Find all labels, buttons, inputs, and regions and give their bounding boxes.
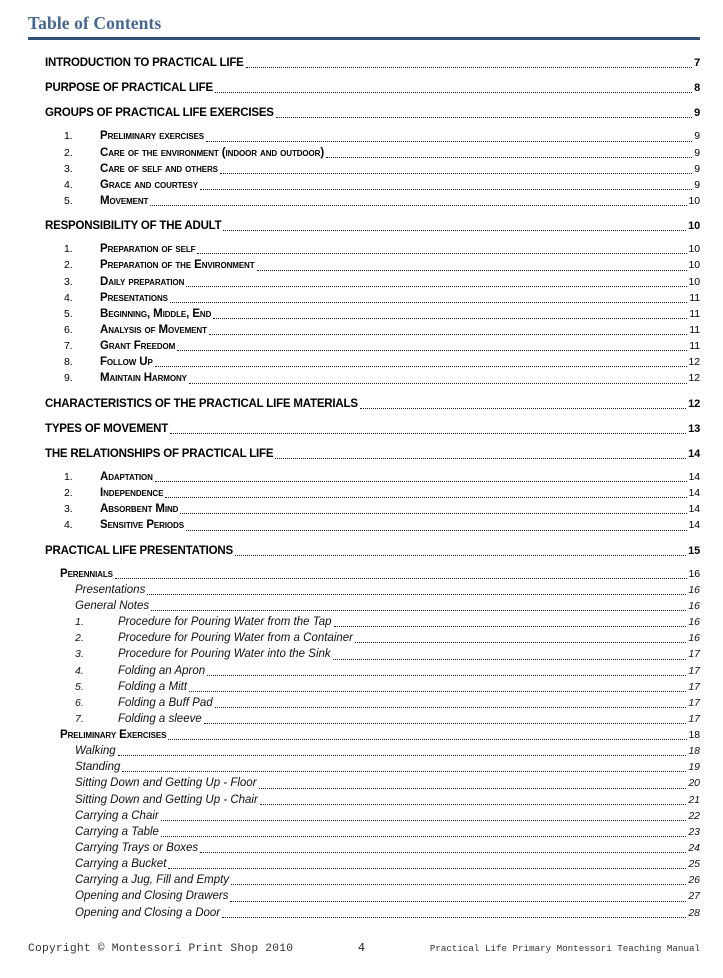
dot-leader	[159, 824, 688, 840]
toc-entry-label: Carrying a Bucket	[75, 858, 167, 871]
toc-entry-page: 10	[688, 243, 700, 256]
toc-entry-number: 1.	[64, 130, 73, 143]
dot-leader	[148, 193, 688, 209]
toc-entry-label: Carrying a Chair	[75, 809, 159, 822]
toc-entry-number: 4.	[75, 664, 84, 677]
dot-leader	[166, 856, 688, 872]
dot-leader	[332, 614, 689, 630]
toc-entry[interactable]	[28, 370, 700, 386]
toc-entry-page: 23	[688, 825, 700, 838]
dot-leader	[228, 888, 688, 904]
toc-entry-label: TYPES OF MOVEMENT	[45, 422, 169, 435]
toc-entry-number: 6.	[75, 696, 84, 709]
toc-entry-label: Walking	[75, 745, 116, 758]
toc-entry[interactable]	[28, 177, 700, 193]
dot-leader	[175, 338, 689, 354]
toc-entry[interactable]	[28, 446, 700, 462]
toc-entry-number: 5.	[64, 307, 73, 320]
toc-entry-page: 18	[688, 729, 700, 742]
toc-entry-label: Presentations	[75, 583, 146, 596]
toc-entry-page: 12	[688, 356, 700, 369]
toc-entry-label: Movement	[100, 194, 149, 207]
toc-entry[interactable]	[28, 354, 700, 370]
toc-entry[interactable]	[28, 679, 700, 695]
toc-entry-label: Sensitive Periods	[100, 519, 184, 532]
dot-leader	[187, 679, 688, 695]
toc-entry-label: Grant Freedom	[100, 340, 176, 353]
dot-leader	[244, 55, 694, 71]
toc-entry-label: Perennials	[60, 567, 113, 580]
toc-entry[interactable]	[28, 469, 700, 485]
toc-entry[interactable]	[28, 695, 700, 711]
toc-entry[interactable]	[28, 663, 700, 679]
toc-entry-number: 2.	[64, 259, 73, 272]
footer-page-number: 4	[357, 941, 366, 955]
toc-entry-page: 17	[688, 712, 700, 725]
toc-entry-label: Grace and courtesy	[100, 178, 198, 191]
dot-leader	[213, 80, 694, 96]
toc-entry-label: GROUPS OF PRACTICAL LIFE EXERCISES	[45, 107, 274, 120]
toc-entry[interactable]	[28, 759, 700, 775]
footer-manual-title: Practical Life Primary Montessori Teaching Manual	[429, 943, 700, 954]
toc-entry[interactable]	[28, 872, 700, 888]
toc-entry[interactable]	[28, 55, 700, 71]
toc-entry-page: 17	[688, 664, 700, 677]
toc-entry-label: Procedure for Pouring Water from a Container	[118, 632, 354, 645]
toc-entry-number: 7.	[75, 712, 84, 725]
toc-entry-label: Opening and Closing Drawers	[75, 890, 229, 903]
dot-leader	[324, 145, 694, 161]
toc-entry[interactable]	[28, 808, 700, 824]
toc-entry-page: 16	[688, 632, 700, 645]
dot-leader	[149, 598, 688, 614]
dot-leader	[168, 290, 689, 306]
toc-entry-number: 5.	[75, 680, 84, 693]
page-title: Table of Contents	[28, 13, 162, 33]
toc-entry-label: Presentations	[100, 291, 168, 304]
toc-entry-number: 8.	[64, 356, 73, 369]
toc-entry-page: 16	[688, 583, 700, 596]
toc-entry-label: Folding a Buff Pad	[118, 696, 213, 709]
toc-entry-page: 17	[688, 648, 700, 661]
toc-entry[interactable]	[28, 566, 700, 582]
toc-entry-label: Carrying a Jug, Fill and Empty	[75, 874, 230, 887]
toc-entry-label: Carrying a Table	[75, 825, 159, 838]
toc-entry-label: THE RELATIONSHIPS OF PRACTICAL LIFE	[45, 447, 274, 460]
toc-entry-number: 3.	[64, 275, 73, 288]
toc-entry-number: 2.	[64, 487, 73, 500]
toc-entry-page: 10	[688, 220, 700, 233]
toc-entry[interactable]	[28, 396, 700, 412]
toc-entry-page: 11	[689, 291, 700, 304]
toc-entry-page: 14	[688, 470, 700, 483]
toc-entry[interactable]	[28, 856, 700, 872]
toc-entry[interactable]	[28, 80, 700, 96]
toc-entry[interactable]	[28, 322, 700, 338]
toc-entry-label: Beginning, Middle, End	[100, 307, 212, 320]
toc-entry-label: CHARACTERISTICS OF THE PRACTICAL LIFE MATERIALS	[45, 397, 358, 410]
toc-entry-page: 28	[688, 906, 700, 919]
toc-entry[interactable]	[28, 257, 700, 273]
toc-entry-page: 10	[688, 194, 700, 207]
toc-entry-page: 14	[688, 503, 700, 516]
toc-entry[interactable]	[28, 128, 700, 144]
toc-entry-page: 14	[688, 447, 700, 460]
page-footer	[28, 941, 700, 955]
toc-entry[interactable]	[28, 630, 700, 646]
toc-entry[interactable]	[28, 905, 700, 921]
toc-entry-page: 9	[694, 107, 700, 120]
dot-leader	[229, 872, 688, 888]
dot-leader	[163, 485, 688, 501]
dot-leader	[218, 161, 694, 177]
dot-leader	[233, 543, 688, 559]
toc-entry-number: 5.	[64, 194, 73, 207]
toc-entry-label: Standing	[75, 761, 121, 774]
toc-entry-label: RESPONSIBILITY OF THE ADULT	[45, 220, 222, 233]
toc-entry-label: Care of self and others	[100, 162, 218, 175]
toc-entry[interactable]	[28, 105, 700, 121]
toc-entry-page: 27	[688, 890, 700, 903]
toc-entry-page: 14	[688, 487, 700, 500]
dot-leader	[153, 354, 689, 370]
dot-leader	[207, 322, 689, 338]
toc-entry-number: 3.	[64, 162, 73, 175]
footer-copyright: Copyright © Montessori Print Shop 2010	[28, 943, 294, 955]
toc-entry-label: Daily preparation	[100, 275, 185, 288]
toc-entry-page: 13	[688, 422, 700, 435]
toc-entry[interactable]	[28, 614, 700, 630]
toc-entry-page: 14	[688, 519, 700, 532]
toc-entry-number: 1.	[64, 243, 73, 256]
dot-leader	[331, 646, 689, 662]
toc-entry-page: 9	[694, 162, 700, 175]
dot-leader	[113, 566, 689, 582]
toc-entry[interactable]	[28, 193, 700, 209]
toc-entry-page: 9	[694, 130, 700, 143]
dot-leader	[159, 808, 689, 824]
toc-entry[interactable]	[28, 218, 700, 234]
dot-leader	[153, 469, 689, 485]
dot-leader	[145, 582, 688, 598]
toc-entry-page: 22	[688, 809, 700, 822]
toc-entry-page: 21	[688, 793, 700, 806]
toc-entry-page: 25	[688, 858, 700, 871]
toc-entry-label: Folding a sleeve	[118, 712, 202, 725]
dot-leader	[198, 177, 694, 193]
toc-entry-page: 11	[689, 307, 700, 320]
toc-entry[interactable]	[28, 501, 700, 517]
toc-entry[interactable]	[28, 824, 700, 840]
dot-leader	[184, 517, 689, 533]
dot-leader	[257, 775, 689, 791]
toc-entry-label: Independence	[100, 487, 164, 500]
dot-leader	[211, 306, 689, 322]
toc-entry-number: 3.	[64, 503, 73, 516]
toc-entry[interactable]	[28, 775, 700, 791]
toc-entry-page: 18	[688, 745, 700, 758]
dot-leader	[213, 695, 689, 711]
toc-entry-number: 3.	[75, 648, 84, 661]
toc-entry-page: 10	[688, 275, 700, 288]
toc-entry-label: PURPOSE OF PRACTICAL LIFE	[45, 82, 213, 95]
toc-entry-label: PRACTICAL LIFE PRESENTATIONS	[45, 544, 233, 557]
toc-entry[interactable]	[28, 338, 700, 354]
toc-entry-label: Adaptation	[100, 470, 153, 483]
toc-entry-page: 16	[688, 567, 700, 580]
toc-entry-page: 7	[694, 57, 700, 69]
toc-entry-page: 9	[694, 178, 700, 191]
dot-leader	[220, 905, 688, 921]
dot-leader	[202, 711, 689, 727]
toc-entry-label: Folding a Mitt	[118, 680, 188, 693]
dot-leader	[255, 257, 689, 273]
toc-entry[interactable]	[28, 711, 700, 727]
dot-leader	[273, 446, 688, 462]
toc-entry-page: 17	[688, 680, 700, 693]
toc-entry-page: 12	[688, 372, 700, 385]
toc-entry[interactable]	[28, 582, 700, 598]
toc-entry-label: Preliminary Exercises	[60, 729, 167, 742]
toc-entry-page: 15	[688, 544, 700, 557]
toc-entry-number: 4.	[64, 519, 73, 532]
toc-entry-page: 19	[688, 761, 700, 774]
toc-entry[interactable]	[28, 517, 700, 533]
dot-leader	[353, 630, 688, 646]
toc-entry[interactable]	[28, 145, 700, 161]
toc-entry[interactable]	[28, 727, 700, 743]
toc-entry-number: 1.	[64, 470, 73, 483]
dot-leader	[195, 241, 688, 257]
toc-entry-label: Follow Up	[100, 356, 153, 369]
toc-entry-label: Care of the environment (indoor and outdoor)	[100, 146, 325, 159]
toc-entry[interactable]	[28, 598, 700, 614]
toc-entry-label: Procedure for Pouring Water into the Sink	[118, 648, 331, 661]
dot-leader	[358, 396, 688, 412]
toc-entry-label: Analysis of Movement	[100, 323, 207, 336]
toc-entry-page: 12	[688, 397, 700, 410]
toc-entry-page: 11	[689, 323, 700, 336]
toc-entry-page: 9	[694, 146, 700, 159]
toc-entry-label: Opening and Closing a Door	[75, 906, 221, 919]
toc-entry-number: 2.	[75, 632, 84, 645]
dot-leader	[221, 218, 688, 234]
toc-entry[interactable]	[28, 241, 700, 257]
toc-entry-label: Maintain Harmony	[100, 372, 187, 385]
dot-leader	[178, 501, 688, 517]
toc-entry-page: 17	[688, 696, 700, 709]
toc-entry-label: Procedure for Pouring Water from the Tap	[118, 616, 332, 629]
toc-entry[interactable]	[28, 743, 700, 759]
toc-entry-page: 24	[688, 842, 700, 855]
toc-entry[interactable]	[28, 646, 700, 662]
toc-entry[interactable]	[28, 485, 700, 501]
toc-entry-number: 4.	[64, 291, 73, 304]
toc-entry[interactable]	[28, 421, 700, 437]
toc-entry-label: Sitting Down and Getting Up - Floor	[75, 777, 257, 790]
toc-entry-label: INTRODUCTION TO PRACTICAL LIFE	[45, 57, 244, 69]
toc-entry-label: Folding an Apron	[118, 664, 206, 677]
toc-entry-label: Absorbent Mind	[100, 503, 179, 516]
dot-leader	[116, 743, 689, 759]
dot-leader	[168, 421, 688, 437]
dot-leader	[198, 840, 688, 856]
toc-entry-page: 20	[688, 777, 700, 790]
dot-leader	[120, 759, 688, 775]
toc-entry-number: 6.	[64, 323, 73, 336]
toc-entry-number: 9.	[64, 372, 73, 385]
toc-entry[interactable]	[28, 290, 700, 306]
dot-leader	[204, 128, 694, 144]
toc-entry-page: 16	[688, 599, 700, 612]
dot-leader	[205, 663, 688, 679]
toc-entry-label: Sitting Down and Getting Up - Chair	[75, 793, 258, 806]
toc-entry-page: 26	[688, 874, 700, 887]
dot-leader	[258, 792, 689, 808]
toc-entry[interactable]	[28, 792, 700, 808]
toc-entry[interactable]	[28, 274, 700, 290]
toc-entry[interactable]	[28, 840, 700, 856]
dot-leader	[274, 105, 694, 121]
toc-entry-label: Preparation of self	[100, 243, 196, 256]
toc-entry-label: Preliminary exercises	[100, 130, 205, 143]
toc-entry[interactable]	[28, 888, 700, 904]
toc-entry-page: 10	[688, 259, 700, 272]
toc-entry-label: General Notes	[75, 599, 150, 612]
dot-leader	[187, 370, 689, 386]
toc-entry[interactable]	[28, 543, 700, 559]
toc-entry-label: Carrying Trays or Boxes	[75, 842, 199, 855]
dot-leader	[166, 727, 688, 743]
toc-entry-label: Preparation of the Environment	[100, 259, 255, 272]
toc-entry-page: 16	[688, 616, 700, 629]
toc-header	[28, 13, 700, 40]
toc-entry-number: 4.	[64, 178, 73, 191]
toc-entry-number: 2.	[64, 146, 73, 159]
toc-entry-page: 8	[694, 82, 700, 95]
toc-entry-page: 11	[689, 340, 700, 353]
toc-list	[28, 46, 700, 921]
toc-entry[interactable]	[28, 306, 700, 322]
toc-entry-number: 7.	[64, 340, 73, 353]
toc-entry-number: 1.	[75, 616, 84, 629]
dot-leader	[184, 274, 688, 290]
toc-entry[interactable]	[28, 161, 700, 177]
